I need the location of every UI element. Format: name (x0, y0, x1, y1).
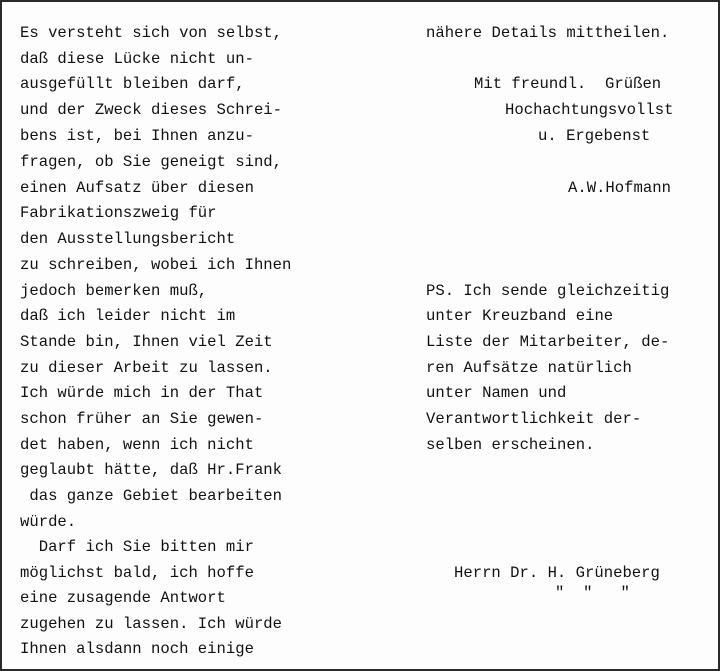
postscript-line: Verantwortlichkeit der- (426, 410, 642, 428)
body-line: den Ausstellungsbericht (20, 230, 236, 248)
body-line: einen Aufsatz über diesen (20, 179, 254, 197)
body-line: möglichst bald, ich hoffe (20, 564, 254, 582)
recipient-name: Herrn Dr. H. Grüneberg (454, 564, 660, 582)
body-line: bens ist, bei Ihnen anzu- (20, 127, 254, 145)
postscript-line: unter Namen und (426, 384, 567, 402)
devotion-line: u. Ergebenst (538, 127, 651, 145)
body-line: zu dieser Arbeit zu lassen. (20, 359, 273, 377)
signature: A.W.Hofmann (568, 179, 671, 197)
postscript-line: unter Kreuzband eine (426, 307, 614, 325)
postscript-line: Liste der Mitarbeiter, de- (426, 333, 670, 351)
body-line: das ganze Gebiet bearbeiten (20, 487, 283, 505)
body-line: geglaubt hätte, daß Hr.Frank (20, 461, 283, 479)
body-line: ausgefüllt bleiben darf, (20, 75, 245, 93)
body-line: eine zusagende Antwort (20, 589, 226, 607)
body-line: zu schreiben, wobei ich Ihnen (20, 256, 292, 274)
postscript-line: PS. Ich sende gleichzeitig (426, 282, 670, 300)
body-line: schon früher an Sie gewen- (20, 410, 264, 428)
recipient-ditto: " " " (555, 584, 630, 602)
body-line: Ich würde mich in der That (20, 384, 264, 402)
body-line: fragen, ob Sie geneigt sind, (20, 153, 283, 171)
body-line: daß ich leider nicht im (20, 307, 236, 325)
body-line: und der Zweck dieses Schrei- (20, 101, 283, 119)
postscript-line: selben erscheinen. (426, 436, 595, 454)
postscript-line: ren Aufsätze natürlich (426, 359, 632, 377)
body-line: jedoch bemerken muß, (20, 282, 208, 300)
body-line: Stande bin, Ihnen viel Zeit (20, 333, 273, 351)
body-line: det haben, wenn ich nicht (20, 436, 254, 454)
body-line: daß diese Lücke nicht un- (20, 50, 254, 68)
respect-line: Hochachtungsvollst (505, 101, 674, 119)
continuation-line: nähere Details mittheilen. (426, 24, 670, 42)
body-line: zugehen zu lassen. Ich würde (20, 615, 283, 633)
greeting-line: Mit freundl. Grüßen (474, 75, 662, 93)
body-line: Darf ich Sie bitten mir (20, 538, 254, 556)
body-line: Es versteht sich von selbst, (20, 24, 283, 42)
body-line: Ihnen alsdann noch einige (20, 640, 254, 658)
body-line: würde. (20, 513, 77, 531)
body-line: Fabrikationszweig für (20, 204, 217, 222)
